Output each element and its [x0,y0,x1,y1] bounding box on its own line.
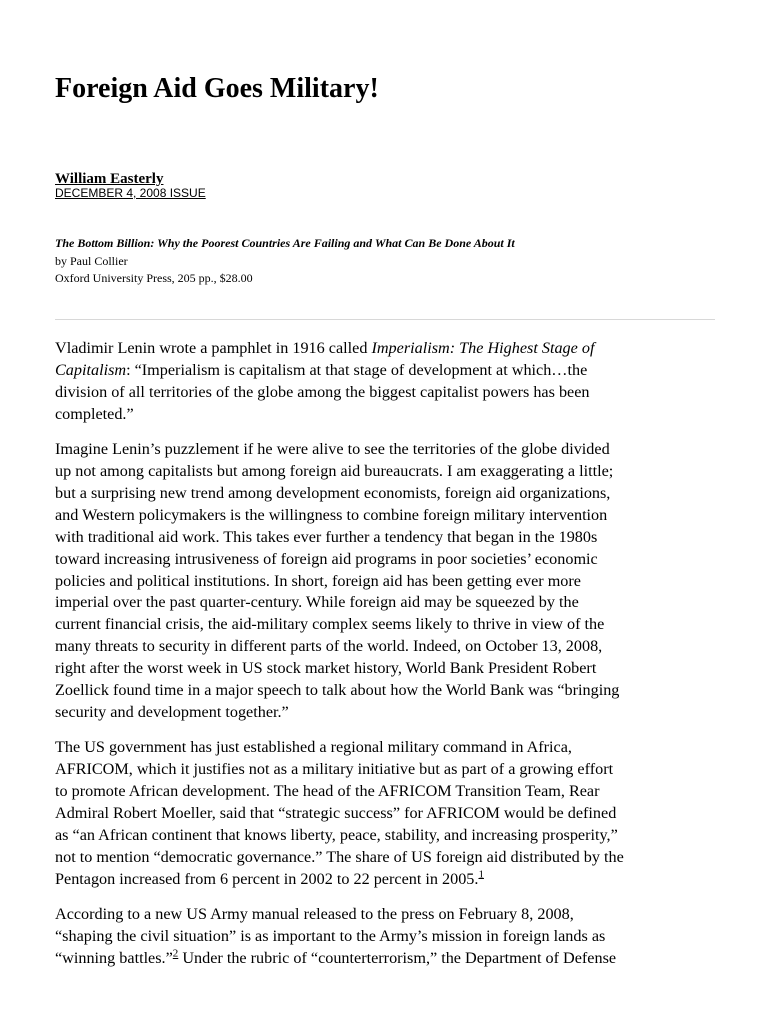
paragraph-line: Zoellick found time in a major speech to talk about how the World Bank was “bringing [55,681,620,700]
footnote-link-2[interactable]: 2 [172,947,179,960]
paragraph-line: According to a new US Army manual released to the press on February 8, 2008, [55,905,574,924]
paragraph-line: with traditional aid work. This takes ever further a tendency that began in the 1980s [55,527,598,546]
paragraph-line: imperial over the past quarter-century. While foreign aid may be squeezed by the [55,593,579,612]
paragraph-1 [55,338,715,426]
paragraph-line: Imagine Lenin’s puzzlement if he were alive to see the territories of the globe divided [55,440,610,459]
paragraph-line: policies and political institutions. In short, foreign aid has been getting ever more [55,571,581,590]
book-reference: Imperialism: The Highest Stage of [371,339,595,357]
paragraph-line: security and development together.” [55,703,289,721]
paragraph-line [55,338,715,360]
paragraph-line: completed.” [55,404,134,423]
paragraph-line [55,948,715,970]
book-publisher: Oxford University Press, 205 pp., $28.00 [55,271,253,285]
divider [55,319,715,320]
paragraph-line: to promote African development. The head of the AFRICOM Transition Team, Rear [55,782,600,801]
text-run: Under the rubric of “counterterrorism,” the Department of Defense [178,949,617,968]
paragraph-line: right after the worst week in US stock market history, World Bank President Robert [55,659,597,678]
text-run: Vladimir Lenin wrote a pamphlet in 1916 called [55,339,372,357]
book-byline: by Paul Collier [55,253,128,268]
paragraph-line: many threats to security in different parts of the world. Indeed, on October 13, 2008, [55,637,603,656]
paragraph-line: “shaping the civil situation” is as important to the Army’s mission in foreign lands as [55,927,606,946]
paragraph-2 [55,439,715,724]
article-title: Foreign Aid Goes Military! [55,73,379,104]
paragraph-3 [55,737,715,890]
paragraph-line: as “an African continent that knows liberty, peace, stability, and increasing prosperity,” [55,826,618,845]
paragraph-line [55,360,715,382]
reviewed-book [55,235,715,288]
paragraph-line: and Western policymakers is the willingness to combine foreign military intervention [55,505,608,524]
author-link[interactable]: William Easterly [55,171,164,187]
paragraph-4 [55,904,715,970]
paragraph-line: Admiral Robert Moeller, said that “strategic success” for AFRICOM would be defined [55,804,617,823]
paragraph-line: AFRICOM, which it justifies not as a military initiative but as part of a growing effort [55,760,614,779]
paragraph-line: not to mention “democratic governance.” The share of US foreign aid distributed by the [55,847,624,866]
paragraph-line: current financial crisis, the aid-military complex seems likely to thrive in view of the [55,615,605,634]
text-run: Pentagon increased from 6 percent in 2002 to 22 percent in 2005. [55,869,479,888]
paragraph-line: The US government has just established a regional military command in Africa, [55,738,572,757]
text-run: : “Imperialism is capitalism at that stage of development at which…the [126,360,588,379]
issue-date-link[interactable]: DECEMBER 4, 2008 ISSUE [55,186,206,200]
text-run: “winning battles.” [55,949,173,968]
book-title: The Bottom Billion: Why the Poorest Countries Are Failing and What Can Be Done About It [55,236,515,250]
paragraph-line: up not among capitalists but among foreign aid bureaucrats. I am exaggerating a little; [55,462,614,481]
paragraph-line: but a surprising new trend among development economists, foreign aid organizations, [55,483,611,502]
book-reference: Capitalism [55,360,127,379]
paragraph-line: toward increasing intrusiveness of foreign aid programs in poor societies’ economic [55,549,598,568]
paragraph-line [55,869,715,891]
paragraph-line: division of all territories of the globe among the biggest capitalist powers has been [55,382,590,401]
article-body [55,338,715,983]
footnote-link-1[interactable]: 1 [478,868,484,881]
